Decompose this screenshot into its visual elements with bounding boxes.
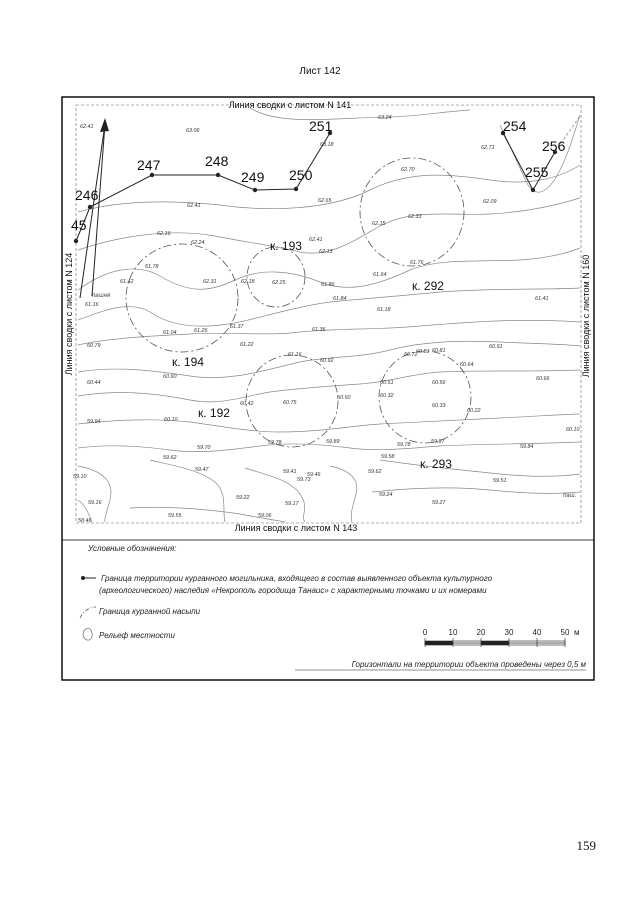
elevation-label: 61.16 (85, 302, 99, 308)
point-labels (71, 118, 566, 233)
page-number: 159 (576, 838, 596, 853)
kurgan-boundary-193 (247, 247, 305, 307)
kurgan-label: к. 293 (420, 457, 452, 471)
boundary-arrow-line-2 (92, 124, 105, 296)
edge-label-top: Линия сводки с листом N 141 (228, 100, 352, 110)
elevation-label: 61.84 (333, 296, 347, 302)
boundary-point-marker (294, 187, 298, 191)
scale-tick-label: 10 (448, 628, 458, 637)
elevation-label: 59.51 (493, 478, 507, 484)
scale-tick-label: 0 (422, 628, 428, 637)
boundary-point-marker (253, 188, 257, 192)
elevation-label: 59.22 (236, 495, 250, 501)
boundary-line-west (76, 133, 330, 241)
elevation-label: 60.10 (164, 417, 178, 423)
elevation-label: 61.36 (312, 327, 326, 333)
elevation-label: 60.81 (416, 349, 430, 355)
legend-boundary-line2: (археологического) наследия «Некрополь городища Танаис» с характерными точками и их номерами (99, 586, 487, 595)
elevation-label: 59.62 (368, 469, 382, 475)
elevation-label: 60.60 (163, 374, 177, 380)
elevation-label: 59.47 (195, 467, 209, 473)
elevation-label: 59.10 (73, 474, 87, 480)
elevation-label: 61.22 (240, 342, 254, 348)
elevation-label: 62.71 (481, 145, 495, 151)
elevation-label: 60.75 (283, 400, 297, 406)
elevation-label: 59.17 (285, 501, 299, 507)
elevation-label: 63.18 (320, 142, 334, 148)
elevation-label: 60.22 (467, 408, 481, 414)
elevation-label: 60.44 (87, 380, 101, 386)
elevation-label: 63.06 (186, 128, 200, 134)
elevation-label: 59.89 (326, 439, 340, 445)
elevation-label: 61.18 (377, 307, 391, 313)
elevation-label: 60.72 (404, 352, 418, 358)
elevation-label: 62.16 (157, 231, 171, 237)
elevation-label: 60.10 (566, 427, 580, 433)
edge-label-right: Линия сводки с листом N 160 (581, 254, 591, 378)
elevation-label: 59.58 (381, 454, 395, 460)
edge-label-left: Линия сводки с листом N 124 (64, 252, 74, 376)
elevation-label: 62.41 (80, 124, 94, 130)
boundary-point-label: 254 (503, 118, 527, 134)
elevation-label: 59.41 (283, 469, 297, 475)
scale-tick-label: 20 (476, 628, 486, 637)
boundary-point-marker (88, 205, 92, 209)
elevation-label: 59.94 (87, 419, 101, 425)
scale-tick-label: 30 (504, 628, 514, 637)
elevation-label: 60.79 (87, 343, 101, 349)
boundary-point-marker (150, 173, 154, 177)
elevation-label: 59.84 (520, 444, 534, 450)
boundary-point-label: 248 (205, 153, 229, 169)
boundary-point-marker (216, 173, 220, 177)
elevation-label: 60.42 (240, 401, 254, 407)
legend (80, 544, 587, 670)
elevation-label: 61.37 (230, 324, 244, 330)
elevation-label: 59.27 (432, 500, 446, 506)
elevation-label: 59.06 (258, 513, 272, 519)
elevation-label: 59.46 (307, 472, 321, 478)
boundary-point-label: 247 (137, 157, 161, 173)
elevation-label: 59.16 (88, 500, 102, 506)
elevation-label: 61.16 (288, 352, 302, 358)
elevation-label: 59.70 (197, 445, 211, 451)
elevation-label: 62.70 (401, 167, 415, 173)
elevation-label: 63.24 (378, 115, 392, 121)
kurgan-label: к. 192 (198, 406, 230, 420)
boundary-point-label: 45 (71, 217, 87, 233)
elevation-label: 62.18 (241, 279, 255, 285)
elevation-label: 61.26 (194, 328, 208, 334)
elevation-label: 60.50 (337, 395, 351, 401)
scale-bar-segment (425, 641, 453, 645)
elevation-label: 62.41 (187, 203, 201, 209)
scale-bar-segment (481, 641, 509, 645)
elevation-label: 61.41 (535, 296, 549, 302)
boundary-point-label: 249 (241, 169, 265, 185)
field-label-right: паш. (563, 493, 577, 499)
boundary-point-icon (81, 576, 85, 580)
legend-contour-note: Горизонтали на территории объекта проведены через 0,5 м (351, 660, 586, 669)
elevation-label: 62.24 (191, 240, 205, 246)
elevation-label: 60.91 (489, 344, 503, 350)
elevation-label: 61.04 (163, 330, 177, 336)
edge-label-bottom: Линия сводки с листом N 143 (234, 523, 358, 533)
elevation-label: 60.51 (380, 380, 394, 386)
elevation-label: 60.92 (320, 358, 334, 364)
north-arrow-icon (100, 118, 109, 132)
boundary-point-label: 251 (309, 118, 333, 134)
elevation-label: 61.42 (120, 279, 134, 285)
elevation-label: 61.86 (321, 282, 335, 288)
boundary-point-marker (531, 188, 535, 192)
elevation-label: 59.24 (379, 492, 393, 498)
elevation-label: 62.31 (203, 279, 217, 285)
elevation-label: 62.13 (319, 249, 333, 255)
scale-tick-label: 50 (560, 628, 570, 637)
mound-boundary-icon (80, 607, 96, 618)
legend-mound: Граница курганной насыпи (99, 607, 201, 616)
boundary-point-label: 250 (289, 167, 313, 183)
kurgan-label: к. 292 (412, 279, 444, 293)
elevation-label: 62.25 (272, 280, 286, 286)
elevation-label: 60.32 (380, 393, 394, 399)
elevation-label: 58.46 (78, 518, 92, 524)
elevation-label: 59.73 (297, 477, 311, 483)
elevation-label: 62.65 (318, 198, 332, 204)
elevation-label: 60.64 (460, 362, 474, 368)
kurgan-label: к. 194 (172, 355, 204, 369)
kurgan-label: к. 193 (270, 239, 302, 253)
relief-contour-icon (83, 628, 92, 640)
legend-boundary-line1: Граница территории курганного могильника, входящего в состав выявленного объекта культурного (101, 574, 493, 583)
boundary-arrow-line-1 (80, 124, 105, 298)
elevation-label: 60.33 (432, 403, 446, 409)
elevation-label: 59.62 (163, 455, 177, 461)
elevation-label: 62.41 (309, 237, 323, 243)
kurgan-boundary-194 (126, 244, 238, 352)
kurgan-boundary-292 (360, 158, 464, 266)
elevation-label: 62.15 (372, 221, 386, 227)
scale-bar (423, 628, 580, 647)
elevation-label: 62.09 (483, 199, 497, 205)
kurgan-boundaries (126, 158, 471, 447)
boundary-point-marker (74, 239, 78, 243)
elevation-label: 59.78 (268, 440, 282, 446)
legend-relief: Рельеф местности (99, 631, 175, 640)
elevation-label: 60.81 (432, 348, 446, 354)
legend-title: Условные обозначения: (88, 544, 177, 553)
boundary-point-label: 255 (525, 164, 549, 180)
elevation-label: 62.33 (408, 214, 422, 220)
elevation-label: 61.78 (145, 264, 159, 270)
elevation-label: 61.76 (410, 260, 424, 266)
boundary-point-label: 256 (542, 138, 566, 154)
scale-tick-label: 40 (532, 628, 542, 637)
boundary-point-label: 246 (75, 187, 99, 203)
field-label: пашня (92, 293, 111, 299)
elevation-label: 60.66 (536, 376, 550, 382)
elevation-label: 59.78 (397, 442, 411, 448)
elevation-label: 60.56 (432, 380, 446, 386)
elevation-label: 59.55 (168, 513, 182, 519)
elevation-label: 61.64 (373, 272, 387, 278)
scale-unit: м (574, 628, 580, 637)
elevation-label: 59.87 (431, 439, 445, 445)
sheet-title: Лист 142 (299, 66, 341, 77)
